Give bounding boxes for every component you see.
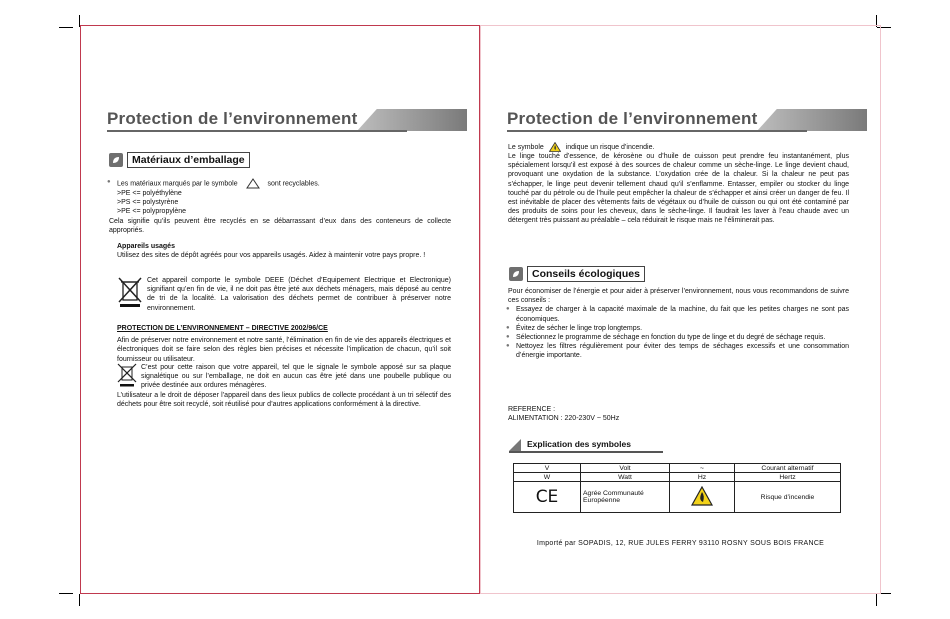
used-block bbox=[117, 242, 451, 260]
table-cell: V bbox=[514, 464, 581, 473]
material-item: >PE <= polypropylène bbox=[117, 208, 187, 216]
materials-section-head bbox=[109, 152, 250, 168]
page-title: Protection de l’environnement bbox=[507, 109, 758, 128]
eco-icon bbox=[109, 153, 123, 167]
materials-note: Cela signifie qu’ils peuvent être recyclés en se débarrassant d’eux dans des conteneurs de collecte appropriés. bbox=[109, 217, 451, 234]
directive-bin-text: C’est pour cette raison que votre appareil, tel que le signale le symbole apposé sur sa plaque signalétique ou sur l’emballage, ne doit en aucun cas être jeté dans une poubelle publique ou privée destinée aux ordures ménagères. bbox=[141, 364, 451, 390]
eco-item: ● Évitez de sécher le linge trop longtemps. bbox=[508, 324, 849, 333]
directive-text: Afin de préserver notre environnement et notre santé, l’élimination en fin de vie des appareils électriques et électroniques doit se faire selon des règles bien précises et nécessite l’implication de chacun, qu’il soit fournisseur ou utilisateur. bbox=[117, 337, 451, 363]
fire-intro bbox=[508, 142, 849, 152]
eco-heading: Conseils écologiques bbox=[527, 266, 645, 282]
eco-item: ● Sélectionnez le programme de séchage en fonction du type de linge et du degré de séchage requis. bbox=[508, 333, 849, 342]
title-underline bbox=[507, 130, 807, 132]
reference-label: REFERENCE : bbox=[508, 406, 556, 413]
left-title-band bbox=[107, 109, 467, 131]
right-page bbox=[480, 25, 881, 594]
spec-block bbox=[508, 405, 708, 423]
deee-text: Cet appareil comporte le symbole DEEE (Déchet d’Equipement Electrique et Electronique) signifiant qu’en fin de vie, il ne doit pas être jeté aux déchets ménagers, mais déposé au centre de tri de la localité. La valorisation des déchets permet de contribuer à préserver notre environnement. bbox=[147, 277, 451, 312]
crop-mark bbox=[59, 593, 73, 594]
fire-risk-text: Risque d’incendie bbox=[735, 482, 841, 513]
title-decoration bbox=[357, 109, 467, 131]
crop-mark bbox=[79, 594, 80, 606]
eco-block bbox=[508, 287, 849, 361]
fire-cell bbox=[670, 482, 735, 513]
symbols-underline bbox=[509, 451, 663, 453]
table-row bbox=[514, 482, 841, 513]
recycle-icon bbox=[246, 178, 260, 189]
materials-heading: Matériaux d’emballage bbox=[127, 152, 250, 168]
table-cell: Hz bbox=[670, 473, 735, 482]
materials-intro bbox=[109, 178, 451, 189]
title-underline bbox=[107, 130, 407, 132]
fire-text: Le linge touché d’essence, de kérosène ou d’huile de cuisson peut prendre feu instantanément, plus spécialement lorsqu’il est exposé à des sources de chaleur comme un sèche-linge. Le linge devient chaud, provoquant une oxydation de la substance. L’oxydation crée de la chaleur. Si la chaleur ne peut pas s’échapper, le linge peut devenir tellement chaud qu’il s’enflamme. Entasser, empiler ou stocker du linge touché par du pétrole ou de l’huile peut empêcher la chaleur de s’échapper et ainsi créer un danger de feu. Il est inévitable de placer des vêtements faits de végétaux ou d’huile de cuisson ou qui ont été contaminé par des produits de soins pour les cheveux, dans le sèche-linge. Il faudrait les laver à l’eau chaude avec un détergent très puissant au préalable – cela réduirait le risque mais ne l’éliminerait pas. bbox=[508, 153, 849, 225]
table-cell: Courant alternatif bbox=[735, 464, 841, 473]
fire-intro-post: indique un risque d’incendie. bbox=[565, 143, 655, 151]
eco-item: ● Essayez de charger à la capacité maximale de la machine, du fait que les petites charges ne sont pas économiques. bbox=[508, 305, 849, 323]
material-item: >PS <= polystyrène bbox=[117, 199, 179, 207]
table-row bbox=[514, 473, 841, 482]
table-cell: W bbox=[514, 473, 581, 482]
symbols-table bbox=[513, 463, 841, 513]
directive-block bbox=[117, 324, 451, 364]
material-item: >PE <= polyéthylène bbox=[117, 190, 182, 197]
eco-intro: Pour économiser de l’énergie et pour aider à préserver l’environnement, nous vous recommandons de suivre ces conseils : bbox=[508, 288, 849, 305]
fire-warning-icon bbox=[549, 142, 561, 152]
crop-mark bbox=[59, 27, 73, 28]
importer-text: Importé par SOPADIS, 12, RUE JULES FERRY 93110 ROSNY SOUS BOIS FRANCE bbox=[536, 540, 825, 547]
left-page bbox=[80, 25, 480, 594]
triangle-marker-icon bbox=[509, 439, 521, 451]
crossed-bin-icon bbox=[117, 276, 143, 308]
materials-intro-pre: Les matériaux marqués par le symbole bbox=[117, 180, 238, 188]
crossed-bin-icon-small bbox=[117, 363, 137, 387]
symbols-heading: Explication des symboles bbox=[527, 439, 631, 449]
table-cell: Hertz bbox=[735, 473, 841, 482]
fire-warning-icon bbox=[691, 486, 713, 506]
page-title: Protection de l’environnement bbox=[107, 109, 358, 128]
table-cell: ~ bbox=[670, 464, 735, 473]
used-heading: Appareils usagés bbox=[117, 243, 175, 250]
crop-mark bbox=[876, 594, 877, 606]
table-cell: Watt bbox=[581, 473, 670, 482]
ce-mark-icon: CE bbox=[514, 482, 581, 513]
materials-block bbox=[109, 178, 451, 235]
table-row bbox=[514, 464, 841, 473]
title-decoration bbox=[757, 109, 867, 131]
right-title-band bbox=[507, 109, 867, 131]
eco-icon bbox=[509, 267, 523, 281]
table-cell: Volt bbox=[581, 464, 670, 473]
materials-intro-post: sont recyclables. bbox=[267, 180, 320, 188]
ce-text: Agrée Communauté Européenne bbox=[581, 482, 670, 513]
eco-item: ● Nettoyez les filtres régulièrement pour éviter des temps de séchages excessifs et une consommation d’énergie importante. bbox=[508, 342, 849, 360]
directive-end: L’utilisateur a le droit de déposer l’appareil dans des lieux publics de collecte procédant à un tri sélectif des déchets pour être soit recyclé, soit réutilisé pour d’autres applications conformément à la directive. bbox=[117, 392, 451, 409]
alimentation: ALIMENTATION : 220-230V ~ 50Hz bbox=[508, 415, 620, 423]
used-text: Utilisez des sites de dépôt agréés pour vos appareils usagés. Aidez à maintenir votre pays propre. ! bbox=[117, 252, 426, 260]
directive-heading: PROTECTION DE L’ENVIRONNEMENT – DIRECTIVE 2002/96/CE bbox=[117, 325, 328, 332]
fire-block bbox=[508, 142, 849, 226]
eco-section-head bbox=[509, 266, 645, 282]
fire-intro-pre: Le symbole bbox=[508, 143, 544, 151]
